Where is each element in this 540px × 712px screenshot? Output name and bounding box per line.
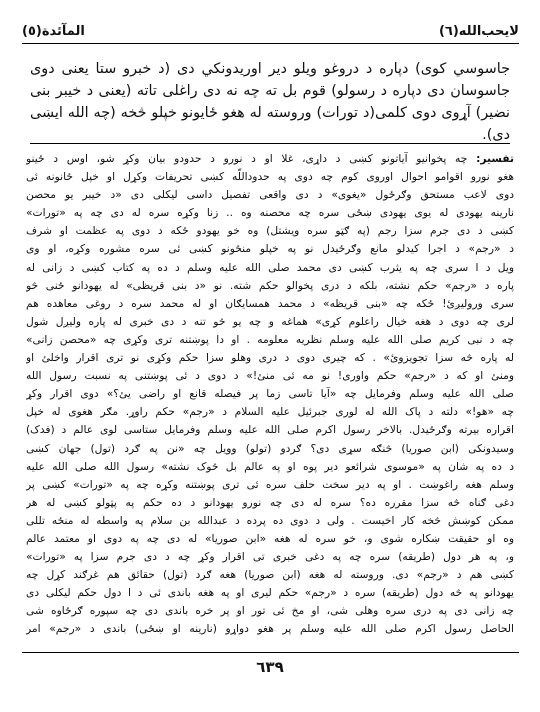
commentary-line [26, 367, 514, 385]
commentary-line [26, 150, 514, 168]
commentary-line-text: ویل د ا سری چه په یثرب کښی دی محمد صلی الله علیه وسلم د ده په کتاب کښی د زانی له [26, 260, 514, 274]
commentary-line-text: چه د نبی کریم صلی الله علیه وسلم نظریه معلومه . او دا پوښتنه تری وکړی چه «محصن زانی» [26, 332, 514, 346]
commentary-line-text: پاره د «رجم» حکم نشته، بلکه د دری پخوالو حکم شته. نو «د بنی قریظی» له یهودانو ځنی څو [26, 278, 514, 292]
commentary-line-text: چه پخوانیو آیاتونو کښی د داړی، غلا او د نورو د حدودو بیان وکړ شو، اوس د ځینو [26, 152, 468, 165]
commentary-line [26, 259, 514, 277]
commentary-line-text: د ده په شان په «موسوی شرائعو دیر پوه او په عالم بل څوک نشته» رسول الله صلی الله علیه [26, 459, 514, 473]
commentary-line-text: الحاصل رسول اکرم صلی الله علیه وسلم پر هغو دواړو (نارینه او ښځی) باندی د «رجم» امر [26, 622, 514, 636]
commentary-line [26, 602, 514, 620]
page-header [22, 20, 519, 42]
commentary-line [26, 421, 514, 439]
page-number: ٦٣٩ [256, 658, 284, 676]
commentary-line [26, 240, 514, 258]
commentary-line [26, 295, 514, 313]
commentary-line [26, 385, 514, 403]
commentary-line-text: وسیدونکی (ابن صوریا) څنګه سړی دی؟ ګردو (تولو) وویل چه «نن په ګرد (تول) جهان کښی [26, 441, 514, 455]
commentary-line [26, 494, 514, 512]
commentary-line-text: ممکن کوښش څخه کار اخیست . ولی د دوی ده پرده د عبدالله بن سلام په واسطه له منځه تللی [26, 513, 514, 527]
commentary-line-text: دغی ګناه څه سزا مقرره ده؟ سره له دی چه نورو یهودانو د ده حکم په پټولو کښی له هر [26, 495, 514, 509]
commentary-block [26, 150, 514, 639]
commentary-line [26, 458, 514, 476]
commentary-line-text: یهودانو په څه دول (طریقه) سره د «رجم» حکم لیری او په هغه باندی ئی د ا دول حکم لیکلی دی [26, 586, 514, 600]
commentary-line-text: د «رجم» د اجرا کیدلو مانع وګرځیدل نو په خپلو منځونو کښی ئی سره مشوره وکړه، او وی [26, 242, 514, 256]
surah-title: المآئدة(٥) [22, 23, 85, 39]
commentary-line [26, 440, 514, 458]
commentary-line [26, 331, 514, 349]
commentary-line-text: دوی لاعب مستحق وګرځول «یغوی» د دی واقعی تفصیل داسی لیکلی دی «د خیبر یو محصن [26, 188, 514, 202]
commentary-label: تفسیر: [476, 152, 514, 165]
commentary-line-text: لری چه دوی د هغه خیال راعلوم کړی» هماغه و چه یو څو تنه د دی خبری له پاره ولیږل شول [26, 314, 514, 328]
commentary-line [26, 168, 514, 186]
commentary-line [26, 476, 514, 494]
header-rule [22, 43, 519, 44]
footer-rule [22, 652, 519, 653]
juz-title: لايحب‌الله(٦) [438, 23, 519, 39]
commentary-line-text: و، په هر دول (طریقه) سره چه په دغی خبری تی اقرار وکړ چه د دی جرم سزا په «تورات» [26, 550, 514, 564]
commentary-line-text: ومنئ او که د «رجم» حکم واوری! نو مه ئی منئ!» د دوی د ئی پوښتنی په نسبت رسول الله [26, 369, 514, 383]
commentary-line [26, 584, 514, 602]
commentary-line-text: اقراره بیرته وګرځیدل. بالاخر رسول اکرم صلی الله علیه وسلم وفرمایل ستاسی لوی عالم د (فدک) [26, 423, 514, 437]
commentary-line [26, 403, 514, 421]
commentary-line [26, 566, 514, 584]
commentary-line [26, 512, 514, 530]
commentary-line [26, 313, 514, 331]
commentary-line [26, 530, 514, 548]
commentary-line [26, 204, 514, 222]
commentary-line [26, 620, 514, 638]
commentary-line-text: سری ورولیږئ! ځکه چه «بنی قریظه» د محمد همسایګان او له محمد سره د روغی معاهده هم [26, 296, 514, 310]
commentary-line [26, 222, 514, 240]
commentary-line [26, 349, 514, 367]
commentary-line-text: چه زانی دی په دری سره وهلی شی، او مخ ئی تور او پر خره باندی دی چه سپوره ګرځاوه شی [26, 604, 514, 618]
commentary-line-text: له پاره څه سزا تجویزوئ» . که چیری دوی د دری وهلو سزا حکم وکړی نو تری اقرار واخلئ او [26, 351, 514, 365]
commentary-line-text: وه او حقیقت ښکاره شوی و، خو سره له هغه «ابن صوریا» له دی چه په دوی او معتمد عالم [26, 531, 514, 545]
commentary-line [26, 186, 514, 204]
commentary-line-text: نارینه یهودی له یوی یهودی ښځی سره چه محصنه وه .. زنا وکړه سره له دی چه په «تورات» [26, 206, 514, 220]
commentary-line-text: چه «هو!» دلته د پاک الله له لوری جبرئیل علیه السلام د «رجم» حکم راوړ. مګر هغوی له خپل [26, 405, 514, 419]
section-divider [30, 143, 510, 144]
commentary-line [26, 548, 514, 566]
translation-paragraph: جاسوسي کوی) دپاره د دروغو ویلو دیر اوریدونکي دی (د خبرو ستا یعنی دوی جاسوسان دی دپاره د رسولو) قوم بل ته چه نه دی راغلی تاته (یعنی د خیبر بنی نضیر) آړوی دوی کلمی(د تورات) وروسته له هغو ځایونو خپلو څخه (چه الله ایښی دی). [30, 61, 510, 143]
commentary-line-text: وسلم هغه راغوښت . او په دیر سخت حلف سره ئی تری پوښتنه وکړه چه په «تورات» کښی پر [26, 477, 514, 491]
commentary-line-text: هغو نورو اقوامو احوال اوروی کوم چه دوی په حدوداللّه کښی تحریفات وکړل او خپل ځانونه ئی [26, 170, 514, 184]
commentary-line [26, 277, 514, 295]
commentary-line-text: صلی الله علیه وسلم وفرمایل چه «آیا تاسی زما پر فیصله قانع او راضی یئ؟» دوی اقرار وکړ [26, 387, 514, 401]
commentary-line-text: کښی د دی جرم سزا رجم (په ګټو سره ویشتل) وه خو یهودو ځکه د دوی په عظمت او شرف [26, 224, 514, 238]
commentary-line-text: کښی هم د «رجم» دی. وروسته له هغه (ابن صوریا) هغه ګرد (تول) حقائق هم غرګند کړل چه [26, 568, 514, 582]
